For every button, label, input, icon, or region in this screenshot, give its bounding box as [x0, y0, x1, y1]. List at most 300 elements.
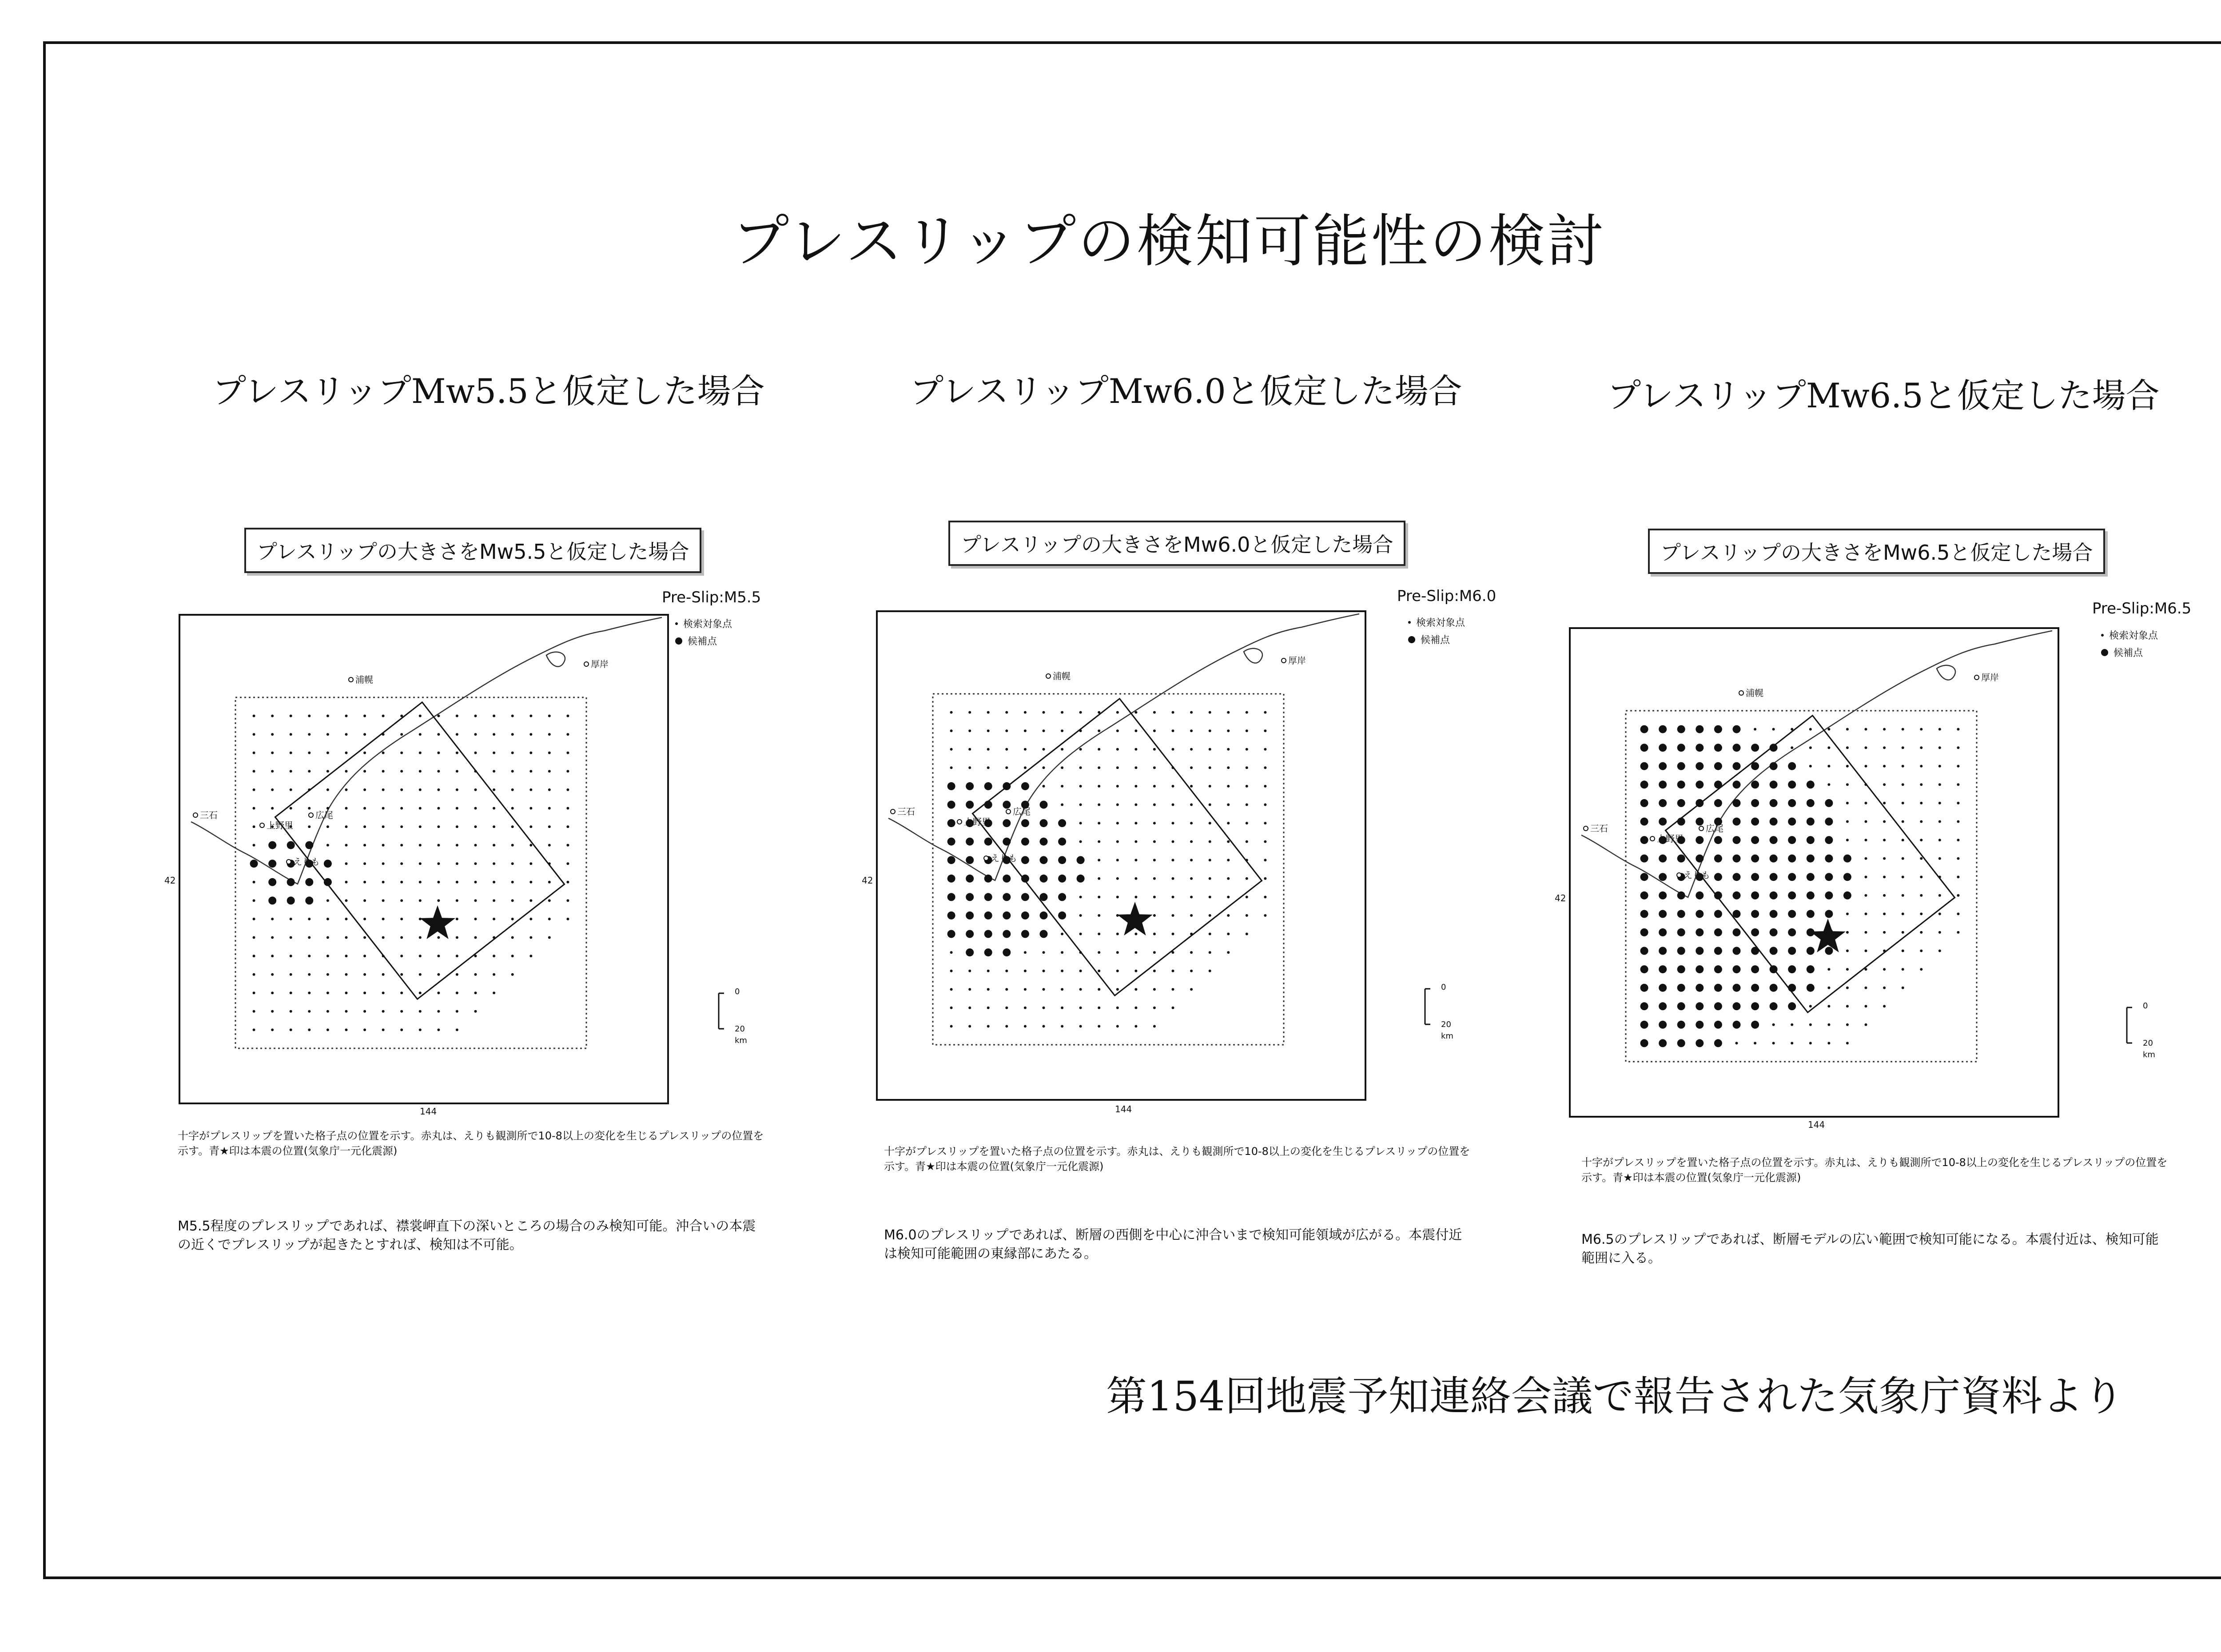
search-point — [1264, 822, 1266, 824]
candidate-point — [1825, 910, 1833, 918]
candidate-point — [1696, 892, 1704, 900]
candidate-point — [1021, 912, 1029, 920]
search-point — [1846, 765, 1849, 768]
candidate-point — [1807, 855, 1815, 863]
search-point — [419, 733, 422, 736]
candidate-point — [1714, 855, 1722, 863]
search-point — [1005, 748, 1008, 751]
search-point — [253, 770, 255, 772]
candidate-point — [984, 875, 992, 883]
candidate-point — [1696, 984, 1704, 992]
search-point — [345, 825, 348, 828]
search-point — [529, 752, 532, 754]
search-point — [1827, 1042, 1830, 1044]
search-point — [326, 715, 329, 717]
search-point — [987, 748, 990, 751]
candidate-point — [1843, 873, 1851, 881]
candidate-point — [1751, 744, 1759, 752]
candidate-point — [1677, 1002, 1685, 1010]
place-label: えりも — [293, 856, 320, 867]
search-point — [253, 752, 255, 754]
candidate-point — [1714, 762, 1722, 770]
search-point — [437, 1010, 440, 1013]
search-point — [493, 770, 495, 772]
search-point — [1079, 840, 1082, 843]
search-point — [363, 862, 366, 865]
search-point — [1809, 1005, 1812, 1007]
search-point — [1043, 729, 1045, 732]
candidate-point — [1040, 856, 1048, 864]
search-point — [1883, 987, 1886, 989]
search-point — [1865, 876, 1867, 878]
search-point — [1190, 822, 1193, 824]
search-point — [419, 770, 422, 772]
search-point — [1098, 748, 1100, 751]
search-point — [1865, 968, 1867, 971]
candidate-point — [1677, 892, 1685, 900]
panel-box-title: プレスリップの大きさをMw6.5と仮定した場合 — [1648, 529, 2105, 574]
fault-model — [972, 699, 1262, 995]
search-point — [566, 715, 569, 717]
panel-box-title: プレスリップの大きさをMw6.0と仮定した場合 — [948, 521, 1405, 566]
candidate-point — [1807, 818, 1815, 826]
search-point — [548, 862, 551, 865]
search-point — [419, 991, 422, 994]
candidate-point — [966, 893, 974, 901]
panel-mw65 — [1555, 364, 2217, 1297]
search-point — [968, 729, 971, 732]
candidate-point — [947, 782, 955, 790]
search-point — [456, 825, 458, 828]
search-point — [308, 770, 310, 772]
search-point — [363, 733, 366, 736]
search-point — [345, 899, 348, 902]
search-point — [271, 991, 274, 994]
search-point — [253, 1028, 255, 1031]
search-point — [1190, 804, 1193, 806]
search-point — [1134, 840, 1137, 843]
candidate-point — [1807, 910, 1815, 918]
caption-note: 十字がプレスリップを置いた格子点の位置を示す。赤丸は、えりも観測所で10-8以上の変化を生じるプレスリップの位置を示す。青★印は本震の位置(気象庁一元化震源) — [1581, 1156, 2168, 1184]
search-point — [437, 733, 440, 736]
candidate-point — [1659, 1002, 1667, 1010]
search-point — [1209, 877, 1211, 880]
candidate-point — [1751, 892, 1759, 900]
search-point — [345, 807, 348, 810]
search-point — [1246, 933, 1248, 935]
place-label: 三石 — [200, 810, 218, 820]
search-point — [511, 770, 514, 772]
search-point — [1735, 1042, 1738, 1044]
candidate-point — [1640, 965, 1648, 973]
search-point — [968, 766, 971, 769]
search-point — [1024, 748, 1027, 751]
candidate-point — [1733, 892, 1741, 900]
search-point — [363, 973, 366, 976]
search-point — [400, 862, 403, 865]
candidate-point — [1788, 910, 1796, 918]
search-point — [1098, 1025, 1100, 1027]
candidate-point — [1770, 928, 1778, 936]
search-point — [511, 862, 514, 865]
candidate-point — [1770, 984, 1778, 992]
search-point — [511, 899, 514, 902]
search-point — [566, 862, 569, 865]
candidate-point — [1733, 873, 1741, 881]
search-point — [400, 788, 403, 791]
search-point — [1134, 766, 1137, 769]
candidate-point — [1733, 836, 1741, 844]
candidate-point — [1788, 1002, 1796, 1010]
search-point — [1246, 729, 1248, 732]
search-point — [456, 733, 458, 736]
caption-summary: M6.5のプレスリップであれば、断層モデルの広い範囲で検知可能になる。本震付近は、検知可能範囲に入る。 — [1581, 1232, 2159, 1266]
place-marker — [309, 813, 313, 817]
search-point — [1227, 766, 1230, 769]
search-point — [1264, 748, 1266, 751]
candidate-point — [1021, 819, 1029, 827]
search-point — [1883, 783, 1886, 786]
search-point — [382, 733, 385, 736]
candidate-point — [1696, 799, 1704, 807]
candidate-point — [1677, 818, 1685, 826]
search-point — [968, 1025, 971, 1027]
candidate-point — [1003, 875, 1011, 883]
candidate-point — [1733, 762, 1741, 770]
search-point — [382, 955, 385, 957]
search-point — [345, 973, 348, 976]
candidate-point — [1770, 818, 1778, 826]
candidate-point — [1733, 984, 1741, 992]
candidate-point — [1659, 799, 1667, 807]
search-point — [1846, 987, 1849, 989]
search-point — [437, 862, 440, 865]
search-point — [1827, 987, 1830, 989]
search-point — [1902, 950, 1904, 952]
candidate-point — [1640, 892, 1648, 900]
candidate-point — [1714, 1002, 1722, 1010]
search-point — [1865, 802, 1867, 804]
place-marker — [1677, 873, 1681, 877]
coastline — [191, 617, 662, 884]
search-point — [1043, 970, 1045, 972]
candidate-point — [1677, 1021, 1685, 1029]
search-point — [308, 788, 310, 791]
search-point — [1865, 728, 1867, 731]
candidate-point — [984, 893, 992, 901]
search-point — [1172, 804, 1174, 806]
candidate-point — [1677, 947, 1685, 955]
search-point — [1883, 1005, 1886, 1007]
search-point — [437, 770, 440, 772]
search-point — [1754, 1042, 1756, 1044]
search-point — [529, 899, 532, 902]
search-point — [987, 711, 990, 714]
search-point — [1061, 933, 1063, 935]
search-point — [1902, 968, 1904, 971]
place-marker — [1650, 836, 1655, 841]
search-point — [253, 973, 255, 976]
search-point — [1043, 951, 1045, 954]
candidate-point — [1640, 855, 1648, 863]
search-point — [456, 936, 458, 939]
panel-mw60 — [862, 364, 1497, 1297]
place-marker — [1046, 674, 1051, 678]
search-point — [1902, 839, 1904, 841]
candidate-point — [1003, 838, 1011, 846]
search-point — [1190, 840, 1193, 843]
search-point — [290, 918, 292, 920]
search-point — [1172, 914, 1174, 917]
search-point — [1957, 728, 1959, 731]
search-point — [529, 733, 532, 736]
legend-item-candidate: 候補点 — [1408, 633, 1465, 646]
search-point — [1920, 746, 1922, 749]
candidate-point — [1696, 836, 1704, 844]
candidate-point — [1714, 836, 1722, 844]
search-point — [1772, 1042, 1775, 1044]
search-point — [1809, 1023, 1812, 1026]
search-point — [1190, 951, 1193, 954]
search-point — [1190, 933, 1193, 935]
search-point — [1920, 765, 1922, 768]
search-point — [419, 973, 422, 976]
search-point — [253, 807, 255, 810]
search-point — [400, 991, 403, 994]
caption-summary: M5.5程度のプレスリップであれば、襟裳岬直下の深いところの場合のみ検知可能。沖合いの本震の近くでプレスリップが起きたとすれば、検知は不可能。 — [178, 1218, 756, 1253]
search-point — [290, 955, 292, 957]
search-point — [474, 936, 477, 939]
search-point — [1079, 729, 1082, 732]
search-point — [419, 1028, 422, 1031]
candidate-point — [1677, 762, 1685, 770]
candidate-point — [1751, 836, 1759, 844]
search-point — [1846, 746, 1849, 749]
search-point — [1061, 804, 1063, 806]
candidate-point — [1714, 873, 1722, 881]
candidate-point — [1659, 910, 1667, 918]
search-point — [290, 733, 292, 736]
search-point — [1061, 729, 1063, 732]
candidate-point — [1058, 838, 1066, 846]
search-point — [493, 844, 495, 847]
search-point — [1005, 1007, 1008, 1009]
candidate-point — [1040, 912, 1048, 920]
search-point — [1883, 820, 1886, 823]
candidate-point — [1733, 1002, 1741, 1010]
search-point — [308, 752, 310, 754]
candidate-point — [1640, 1021, 1648, 1029]
search-point — [1827, 765, 1830, 768]
search-point — [968, 711, 971, 714]
candidate-point — [1733, 725, 1741, 733]
search-point — [1098, 766, 1100, 769]
search-point — [363, 1028, 366, 1031]
place-marker — [287, 860, 291, 864]
search-point — [529, 862, 532, 865]
search-point — [326, 825, 329, 828]
place-marker — [349, 677, 353, 682]
search-point — [1190, 877, 1193, 880]
candidate-point — [1659, 892, 1667, 900]
search-point — [1865, 820, 1867, 823]
lat-label: 42 — [862, 875, 873, 886]
search-point — [1134, 933, 1137, 935]
search-point — [1098, 914, 1100, 917]
search-point — [400, 955, 403, 957]
search-point — [1938, 950, 1941, 952]
search-point — [493, 825, 495, 828]
search-point — [968, 988, 971, 991]
place-label: 厚岸 — [1288, 655, 1306, 666]
search-point — [400, 918, 403, 920]
search-point — [1043, 1007, 1045, 1009]
search-point — [363, 752, 366, 754]
candidate-point — [947, 856, 955, 864]
candidate-point — [1058, 912, 1066, 920]
search-point — [950, 748, 953, 751]
search-point — [1827, 1023, 1830, 1026]
search-point — [1902, 802, 1904, 804]
search-point — [529, 770, 532, 772]
candidate-point — [305, 878, 313, 886]
search-point — [1902, 876, 1904, 878]
search-point — [1846, 912, 1849, 915]
search-point — [345, 844, 348, 847]
search-point — [1209, 840, 1211, 843]
candidate-point — [1751, 762, 1759, 770]
candidate-point — [1696, 965, 1704, 973]
search-point — [345, 788, 348, 791]
search-point — [1153, 729, 1156, 732]
candidate-point — [1733, 910, 1741, 918]
search-point — [1134, 804, 1137, 806]
search-point — [1190, 766, 1193, 769]
candidate-point — [1659, 965, 1667, 973]
candidate-point — [1788, 892, 1796, 900]
search-point — [1865, 894, 1867, 897]
search-point — [326, 1028, 329, 1031]
search-point — [456, 1010, 458, 1013]
search-point — [1246, 896, 1248, 898]
legend — [1408, 615, 1465, 650]
search-point — [511, 788, 514, 791]
candidate-point — [1770, 799, 1778, 807]
panel-heading: プレスリップMw5.5と仮定した場合 — [212, 371, 765, 411]
search-point — [1209, 822, 1211, 824]
search-point — [1846, 1042, 1849, 1044]
candidate-point — [1696, 725, 1704, 733]
search-point — [548, 788, 551, 791]
search-point — [1264, 766, 1266, 769]
search-point — [345, 1028, 348, 1031]
search-point — [382, 752, 385, 754]
candidate-point — [1788, 965, 1796, 973]
candidate-point — [1843, 855, 1851, 863]
panel-heading: プレスリップMw6.0と仮定した場合 — [910, 371, 1462, 411]
search-point — [1172, 748, 1174, 751]
search-point — [363, 770, 366, 772]
search-point — [1134, 877, 1137, 880]
lon-label: 144 — [1115, 1104, 1132, 1115]
search-point — [1098, 859, 1100, 861]
search-point — [529, 918, 532, 920]
candidate-point — [966, 875, 974, 883]
place-marker — [984, 856, 988, 860]
candidate-point — [305, 841, 313, 849]
search-point — [1957, 857, 1959, 860]
search-point — [1264, 896, 1266, 898]
candidate-point — [287, 841, 295, 849]
search-point — [1809, 728, 1812, 731]
candidate-point — [947, 930, 955, 938]
search-point — [987, 729, 990, 732]
search-point — [566, 918, 569, 920]
epicenter-star-icon — [1117, 902, 1153, 935]
search-point — [1264, 804, 1266, 806]
map-plot — [875, 609, 1368, 1103]
search-point — [548, 733, 551, 736]
search-point — [1902, 931, 1904, 934]
candidate-point — [1714, 744, 1722, 752]
search-point — [456, 715, 458, 717]
search-point — [1227, 933, 1230, 935]
place-marker — [1974, 675, 1979, 680]
search-point — [363, 807, 366, 810]
search-point — [1246, 840, 1248, 843]
search-point — [1116, 896, 1119, 898]
search-point — [1024, 1007, 1027, 1009]
search-point — [456, 844, 458, 847]
search-point — [345, 715, 348, 717]
search-point — [1005, 970, 1008, 972]
search-point — [548, 936, 551, 939]
candidate-point — [1677, 984, 1685, 992]
candidate-point — [1751, 1002, 1759, 1010]
search-point — [253, 881, 255, 884]
search-point — [511, 973, 514, 976]
candidate-point — [1677, 855, 1685, 863]
search-point — [1134, 951, 1137, 954]
search-point — [400, 1028, 403, 1031]
search-point — [529, 936, 532, 939]
candidate-point — [1733, 928, 1741, 936]
search-point — [326, 1010, 329, 1013]
search-point — [968, 970, 971, 972]
search-point — [326, 788, 329, 791]
search-point — [1153, 711, 1156, 714]
search-point — [400, 844, 403, 847]
search-point — [1846, 968, 1849, 971]
candidate-point — [1751, 780, 1759, 788]
search-point — [1846, 1005, 1849, 1007]
search-point — [1883, 728, 1886, 731]
place-label: 上野里 — [1657, 833, 1684, 844]
search-point — [1005, 711, 1008, 714]
search-point — [437, 807, 440, 810]
candidate-point — [1003, 912, 1011, 920]
search-point — [1938, 931, 1941, 934]
search-point — [1116, 729, 1119, 732]
search-point — [1098, 785, 1100, 788]
search-point — [326, 770, 329, 772]
search-point — [1827, 783, 1830, 786]
search-point — [290, 788, 292, 791]
search-point — [1061, 748, 1063, 751]
search-point — [456, 1028, 458, 1031]
search-point — [511, 918, 514, 920]
map-plot — [178, 613, 671, 1106]
